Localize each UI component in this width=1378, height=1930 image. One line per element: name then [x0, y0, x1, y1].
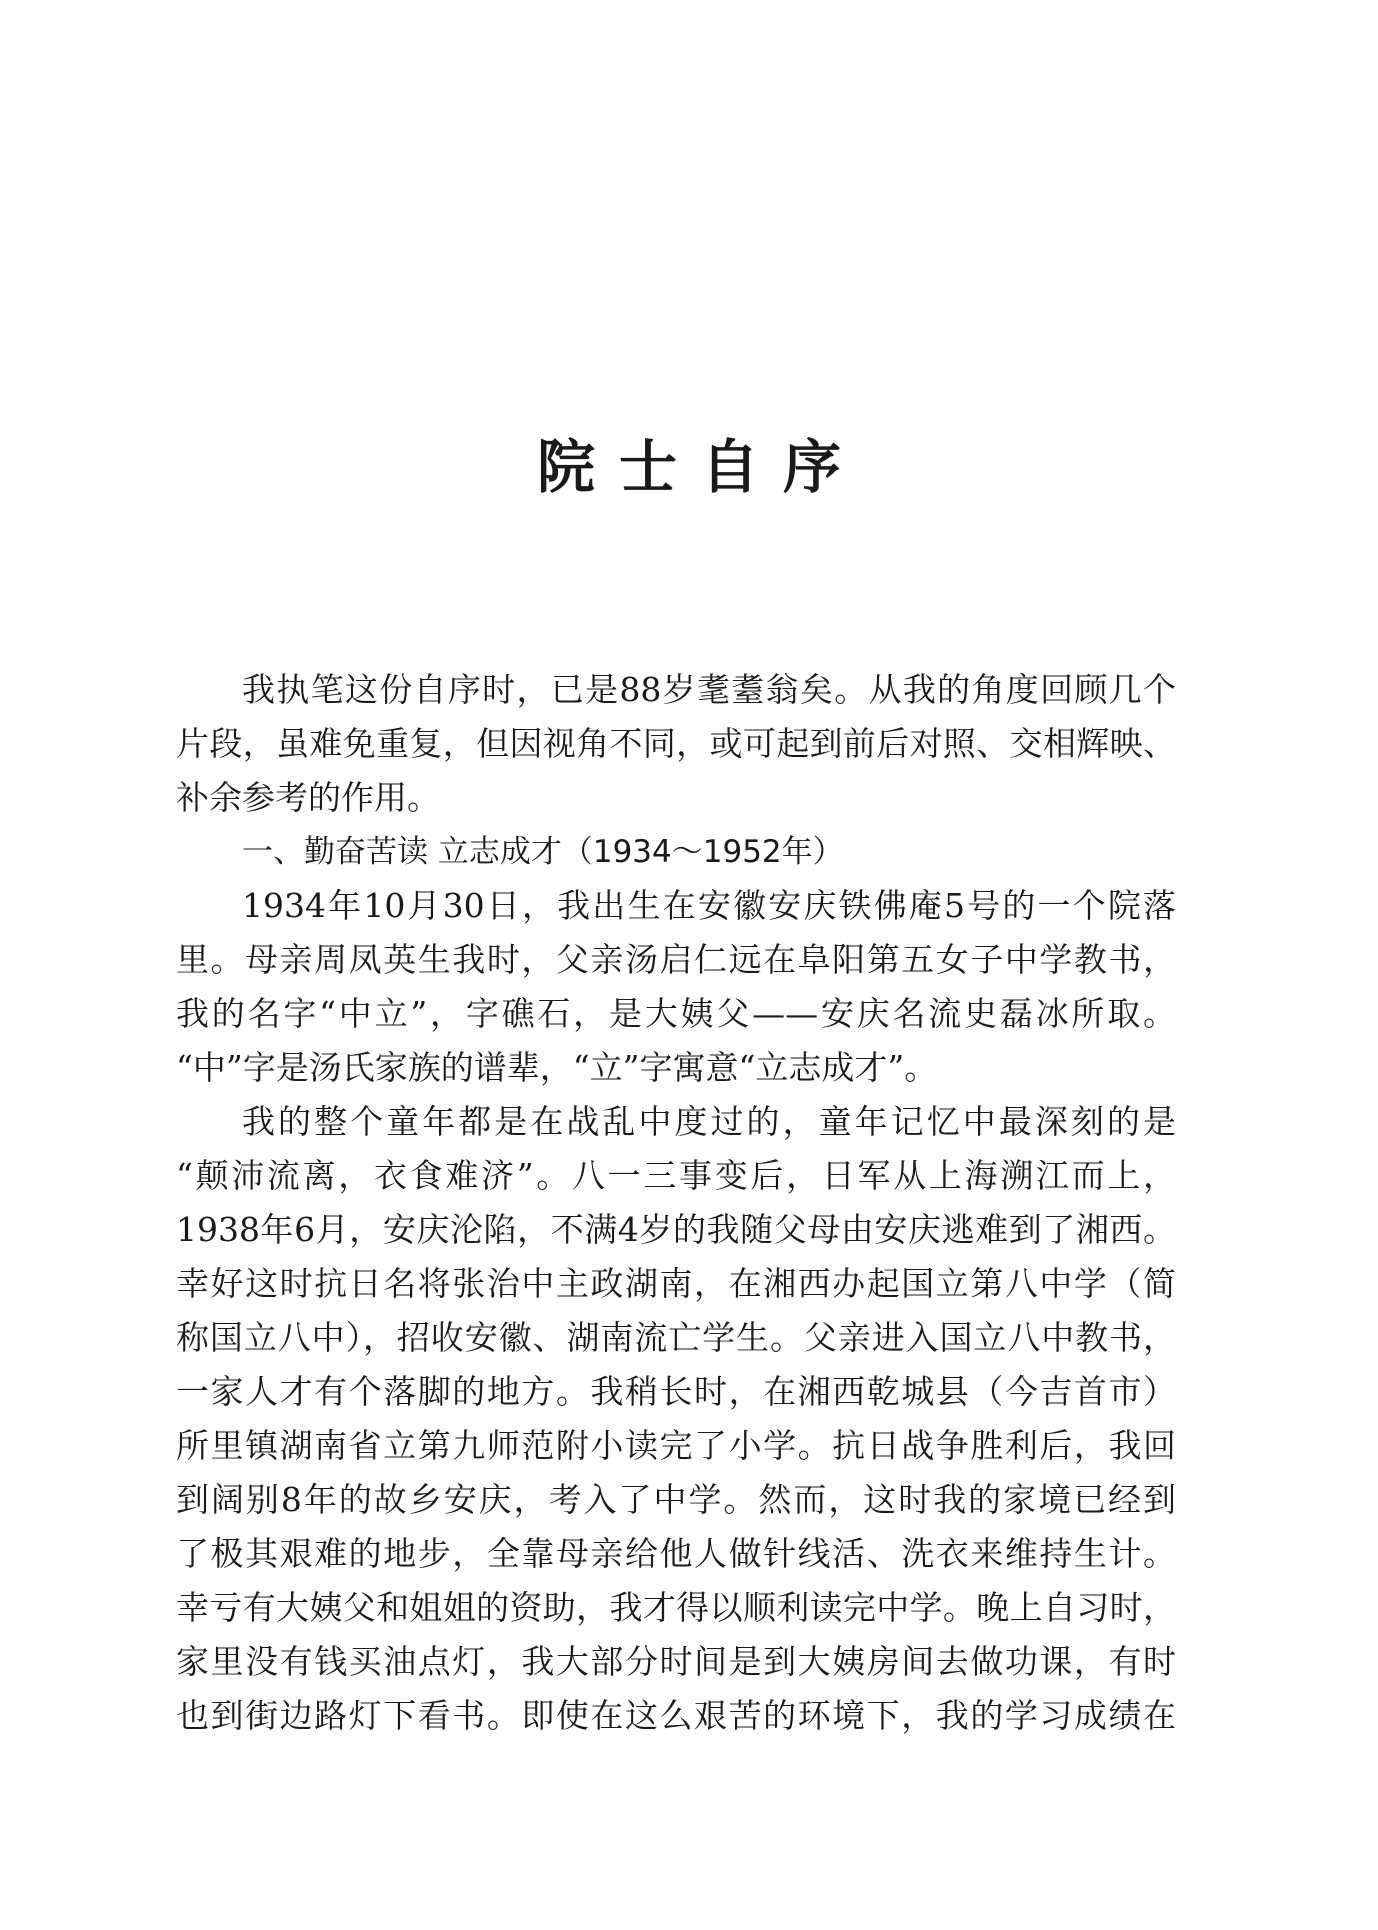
text-line: 称国立八中），招收安徽、湖南流亡学生。父亲进入国立八中教书，	[176, 1318, 1176, 1357]
text-line: 我的整个童年都是在战乱中度过的，童年记忆中最深刻的是	[242, 1102, 1176, 1141]
text-line: 片段，虽难免重复，但因视角不同，或可起到前后对照、交相辉映、	[176, 724, 1176, 763]
text-line: 里。母亲周凤英生我时，父亲汤启仁远在阜阳第五女子中学教书，	[176, 940, 1176, 979]
text-line: 一家人才有个落脚的地方。我稍长时，在湘西乾城县（今吉首市）	[176, 1372, 1176, 1411]
page-title: 院士自序	[536, 433, 865, 501]
text-line: 幸亏有大姨父和姐姐的资助，我才得以顺利读完中学。晚上自习时，	[176, 1588, 1176, 1627]
section-heading: 一、勤奋苦读 立志成才（1934～1952年）	[242, 834, 844, 870]
text-line: 幸好这时抗日名将张治中主政湖南，在湘西办起国立第八中学（简	[176, 1264, 1176, 1303]
text-line: 1938年6月，安庆沦陷，不满4岁的我随父母由安庆逃难到了湘西。	[176, 1210, 1176, 1249]
text-line: 到阔别8年的故乡安庆，考入了中学。然而，这时我的家境已经到	[176, 1480, 1176, 1519]
text-line: 我的名字“中立”，字礁石，是大姨父——安庆名流史磊冰所取。	[176, 994, 1176, 1033]
text-line: 也到街边路灯下看书。即使在这么艰苦的环境下，我的学习成绩在	[176, 1696, 1176, 1735]
text-line: 补余参考的作用。	[176, 778, 440, 817]
text-line: “颠沛流离，衣食难济”。八一三事变后，日军从上海溯江而上，	[176, 1156, 1176, 1195]
text-line: 了极其艰难的地步，全靠母亲给他人做针线活、洗衣来维持生计。	[176, 1534, 1176, 1573]
text-line: “中”字是汤氏家族的谱辈，“立”字寓意“立志成才”。	[176, 1048, 938, 1087]
body-text	[176, 663, 1176, 1743]
text-line: 家里没有钱买油点灯，我大部分时间是到大姨房间去做功课，有时	[176, 1642, 1176, 1681]
text-line: 所里镇湖南省立第九师范附小读完了小学。抗日战争胜利后，我回	[176, 1426, 1176, 1465]
text-line: 1934年10月30日，我出生在安徽安庆铁佛庵5号的一个院落	[242, 886, 1176, 925]
text-line: 我执笔这份自序时，已是88岁耄耋翁矣。从我的角度回顾几个	[242, 670, 1176, 709]
